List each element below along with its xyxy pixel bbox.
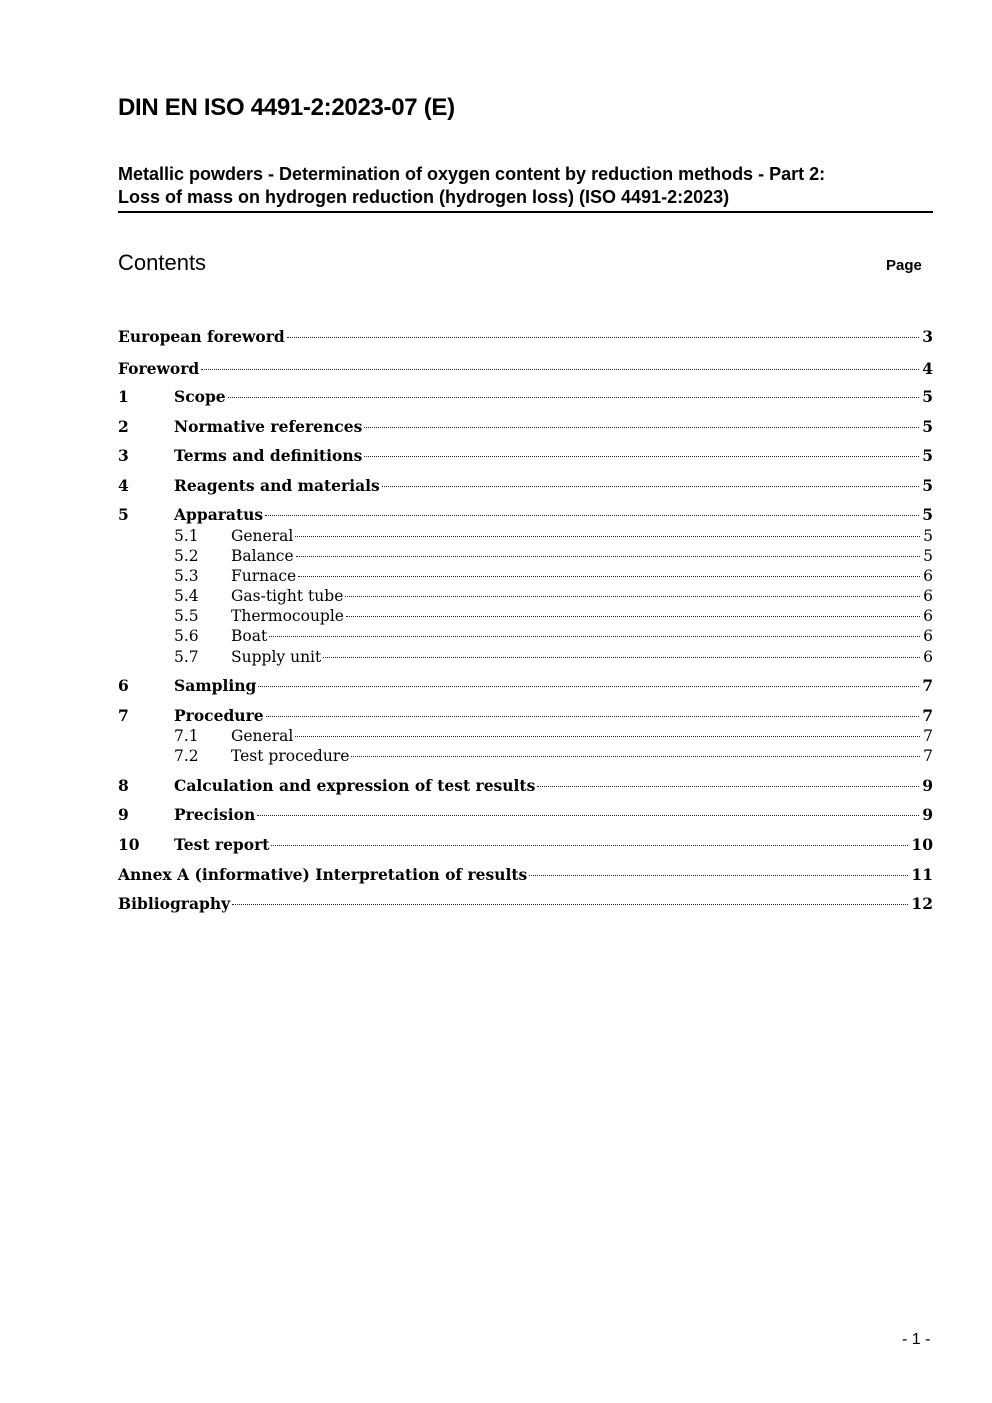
toc-entry-procedure-general[interactable] (118, 725, 933, 747)
page-column-label: Page (886, 257, 922, 274)
toc-page: 6 (923, 627, 933, 645)
toc-number: 2 (118, 417, 129, 436)
toc-label: Bibliography (118, 894, 231, 913)
toc-number: 5.7 (174, 648, 199, 666)
footer-page-number: - 1 - (902, 1331, 931, 1348)
toc-label: General (231, 527, 294, 545)
toc-label: General (231, 727, 294, 745)
toc-leader (271, 844, 908, 846)
toc-leader (228, 396, 920, 398)
toc-label: Foreword (118, 359, 200, 378)
toc-leader (364, 426, 919, 428)
toc-entry-test-procedure[interactable] (118, 745, 933, 767)
toc-page: 5 (922, 417, 933, 436)
toc-page: 5 (922, 505, 933, 524)
toc-leader (382, 485, 919, 487)
toc-label: Test report (174, 835, 270, 854)
toc-label: Scope (174, 387, 226, 406)
toc-leader (364, 455, 919, 457)
toc-number: 5.6 (174, 627, 199, 645)
toc-leader (295, 535, 920, 537)
toc-label: Balance (231, 547, 294, 565)
toc-label: Annex A (informative) Interpretation of results (118, 865, 528, 884)
toc-leader (266, 715, 920, 717)
toc-label: Precision (174, 805, 256, 824)
toc-page: 9 (922, 805, 933, 824)
toc-label: Sampling (174, 676, 257, 695)
toc-entry-test-report[interactable] (118, 834, 933, 856)
toc-entry-normative-references[interactable] (118, 416, 933, 438)
toc-page: 9 (922, 776, 933, 795)
toc-entry-gas-tight-tube[interactable] (118, 585, 933, 607)
toc-page: 7 (923, 727, 933, 745)
toc-page: 4 (922, 359, 933, 378)
toc-entry-apparatus[interactable] (118, 504, 933, 526)
toc-number: 5 (118, 505, 129, 524)
toc-entry-european-foreword[interactable] (118, 326, 933, 348)
toc-entry-supply-unit[interactable] (118, 646, 933, 668)
toc-page: 11 (911, 865, 933, 884)
toc-number: 6 (118, 676, 129, 695)
toc-leader (323, 656, 920, 658)
toc-page: 7 (922, 676, 933, 695)
toc-entry-scope[interactable] (118, 386, 933, 408)
toc-page: 12 (911, 894, 933, 913)
toc-leader (351, 755, 920, 757)
toc-leader (258, 685, 919, 687)
toc-label: Calculation and expression of test results (174, 776, 536, 795)
toc-label: Procedure (174, 706, 264, 725)
toc-leader (537, 785, 919, 787)
toc-entry-foreword[interactable] (118, 358, 933, 380)
toc-number: 5.5 (174, 607, 199, 625)
contents-heading: Contents (118, 250, 207, 275)
toc-entry-calculation[interactable] (118, 775, 933, 797)
toc-number: 5.4 (174, 587, 199, 605)
toc-page: 6 (923, 607, 933, 625)
toc-number: 3 (118, 446, 129, 465)
toc-number: 7.1 (174, 727, 199, 745)
toc-label: Terms and definitions (174, 446, 363, 465)
toc-leader (345, 595, 920, 597)
document-subtitle (118, 163, 933, 213)
toc-leader (346, 615, 920, 617)
toc-leader (296, 555, 920, 557)
toc-label: Reagents and materials (174, 476, 380, 495)
toc-entry-procedure[interactable] (118, 705, 933, 727)
toc-label: Boat (231, 627, 268, 645)
toc-entry-bibliography[interactable] (118, 893, 933, 915)
toc-page: 10 (911, 835, 933, 854)
toc-number: 10 (118, 835, 140, 854)
toc-leader (232, 903, 908, 905)
toc-label: Apparatus (174, 505, 264, 524)
toc-entry-reagents-materials[interactable] (118, 475, 933, 497)
toc-page: 7 (923, 747, 933, 765)
toc-page: 5 (922, 387, 933, 406)
toc-leader (295, 735, 920, 737)
subtitle-line-1: Metallic powders - Determination of oxygen content by reduction methods - Part 2: (118, 164, 826, 184)
toc-page: 6 (923, 567, 933, 585)
toc-page: 3 (922, 327, 933, 346)
toc-label: Test procedure (231, 747, 350, 765)
toc-label: Gas-tight tube (231, 587, 344, 605)
toc-label: Furnace (231, 567, 297, 585)
toc-number: 5.3 (174, 567, 199, 585)
toc-leader (529, 874, 908, 876)
toc-number: 5.1 (174, 527, 199, 545)
toc-entry-annex-a[interactable] (118, 864, 933, 886)
toc-page: 6 (923, 587, 933, 605)
toc-number: 7.2 (174, 747, 199, 765)
toc-number: 4 (118, 476, 129, 495)
toc-leader (265, 514, 919, 516)
toc-leader (269, 635, 920, 637)
toc-leader (298, 575, 920, 577)
toc-label: Supply unit (231, 648, 322, 666)
toc-entry-apparatus-general[interactable] (118, 525, 933, 547)
toc-leader (257, 814, 919, 816)
toc-page: 7 (922, 706, 933, 725)
toc-page: 5 (922, 476, 933, 495)
toc-leader (201, 368, 919, 370)
toc-entry-furnace[interactable] (118, 565, 933, 587)
toc-label: Normative references (174, 417, 363, 436)
toc-number: 5.2 (174, 547, 199, 565)
toc-number: 7 (118, 706, 129, 725)
toc-entry-thermocouple[interactable] (118, 605, 933, 627)
document-title: DIN EN ISO 4491-2:2023-07 (E) (118, 94, 455, 121)
toc-page: 5 (923, 527, 933, 545)
toc-leader (287, 336, 919, 338)
toc-page: 5 (922, 446, 933, 465)
subtitle-line-2: Loss of mass on hydrogen reduction (hydrogen loss) (ISO 4491-2:2023) (118, 187, 730, 207)
toc-entry-balance[interactable] (118, 545, 933, 567)
toc-number: 9 (118, 805, 129, 824)
toc-entry-precision[interactable] (118, 804, 933, 826)
toc-entry-terms-definitions[interactable] (118, 445, 933, 467)
toc-entry-sampling[interactable] (118, 675, 933, 697)
toc-entry-boat[interactable] (118, 625, 933, 647)
toc-label: European foreword (118, 327, 285, 346)
toc-number: 8 (118, 776, 129, 795)
toc-page: 6 (923, 648, 933, 666)
toc-number: 1 (118, 387, 129, 406)
toc-label: Thermocouple (231, 607, 344, 625)
toc-page: 5 (923, 547, 933, 565)
